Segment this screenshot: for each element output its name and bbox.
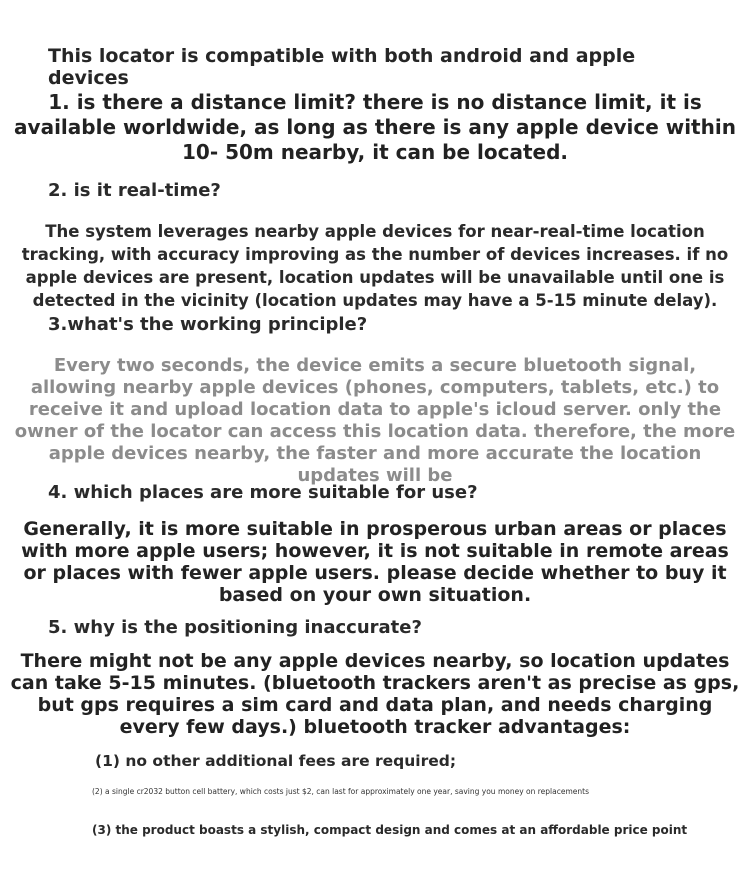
advantage-no-fees: (1) no other additional fees are required; [95, 752, 457, 770]
faq-question-real-time: 2. is it real-time? [48, 180, 221, 201]
faq-question-suitable-places: 4. which places are more suitable for use? [48, 482, 478, 503]
faq-answer-working-principle: Every two seconds, the device emits a secure bluetooth signal, allowing nearby apple devices (phones, computers, tablets, etc.) to receive it and upload location data to apple's icloud server. only the owner of the locator can access this location data. therefore, the more apple devices nearby, the faster and more accurate the location updates will be [14, 355, 742, 486]
advantage-battery: (2) a single cr2032 button cell battery, which costs just $2, can last for approximately one year, saving you money on replacements [92, 787, 589, 796]
faq-question-positioning-inaccurate: 5. why is the positioning inaccurate? [48, 617, 422, 638]
faq-answer-distance-limit: 1. is there a distance limit? there is no distance limit, it is available worldwide, as long as there is any apple device within 10- 50m nearby, it can be located. [14, 90, 743, 164]
compatibility-note: This locator is compatible with both android and apple devices [48, 45, 642, 89]
faq-answer-positioning-inaccurate: There might not be any apple devices nearby, so location updates can take 5-15 minutes. (bluetooth trackers aren't as precise as gps, but gps requires a sim card and data plan, and needs charging every few days.) bluetooth tracker advantages: [10, 650, 746, 738]
faq-answer-suitable-places: Generally, it is more suitable in prosperous urban areas or places with more apple users; however, it is not suitable in remote areas or places with fewer apple users. please decide whether to buy it based on your own situation. [21, 518, 736, 606]
faq-question-working-principle: 3.what's the working principle? [48, 314, 368, 335]
advantage-design-price: (3) the product boasts a stylish, compact design and comes at an affordable price point [92, 823, 688, 837]
faq-answer-real-time: The system leverages nearby apple devices for near-real-time location tracking, with accuracy improving as the number of devices increases. if no apple devices are present, location updates will be unavailable until one is detected in the vicinity (location updates may have a 5-15 minute delay). [21, 222, 734, 310]
